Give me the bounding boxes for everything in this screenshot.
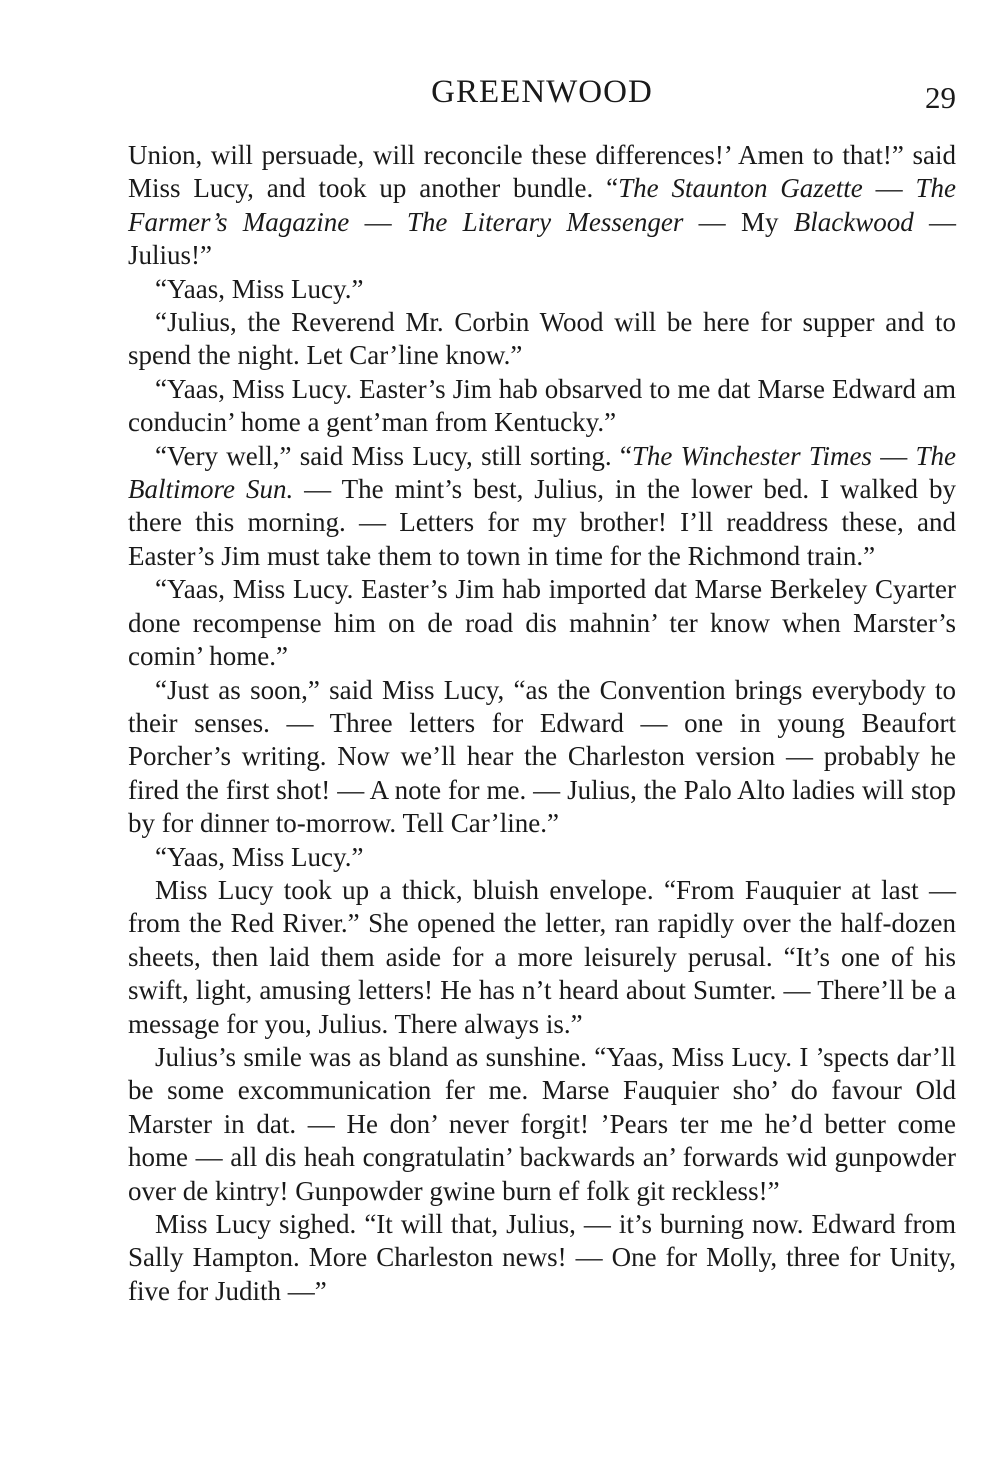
text-run: “Just as soon,” said Miss Lucy, “as the Convention brings everybody to their senses. — Three letters for Edward — one in young Beaufort Porcher’s writing. Now we’ll hear the Charleston version — probably he fired the first shot! — A note for me. — Julius, the Palo Alto ladies will stop by for dinner to-morrow. Tell Car’line.” xyxy=(128,674,956,839)
text-run: “Very well,” said Miss Lucy, still sorting. “ xyxy=(155,440,632,471)
italic-title: The Baltimore Sun. xyxy=(128,440,957,505)
italic-title: Blackwood xyxy=(793,206,914,237)
text-run: — Julius!” xyxy=(128,206,956,271)
italic-title: The Staunton Gazette xyxy=(618,173,863,204)
page-number: 29 xyxy=(925,80,956,115)
paragraph xyxy=(128,674,956,841)
running-head xyxy=(128,70,956,114)
paragraph xyxy=(128,440,956,574)
text-run: — My xyxy=(683,206,794,237)
text-run: Julius’s smile was as bland as sunshine. “Yaas, Miss Lucy. I ’spects dar’ll be some excommunication fer me. Marse Fauquier sho’ do favour Old Marster in dat. — He don’ never forgit! ’Pears ter me he’d better come home — all dis heah congratulatin’ backwards an’ forwards wid gunpowder over de kintry! Gunpowder gwine burn ef folk git reckless!” xyxy=(128,1041,956,1206)
paragraph xyxy=(128,273,956,306)
text-run: — xyxy=(349,206,407,237)
running-title: GREENWOOD xyxy=(431,74,653,110)
body-text xyxy=(128,139,956,1308)
text-run: Union, will persuade, will reconcile these differences!’ Amen to that!” said Miss Lucy, and took up another bundle. “ xyxy=(128,140,956,204)
italic-title: The Winchester Times xyxy=(631,440,872,471)
italic-title: The Literary Messenger xyxy=(406,206,684,237)
text-run: Miss Lucy sighed. “It will that, Julius, — it’s burning now. Edward from Sally Hampton. More Charleston news! — One for Molly, three for Unity, five for Judith —” xyxy=(128,1209,956,1306)
text-run: “Julius, the Reverend Mr. Corbin Wood will be here for supper and to spend the night. Let Car’line know.” xyxy=(128,307,956,371)
text-run: Miss Lucy took up a thick, bluish envelope. “From Fauquier at last — from the Red River.” She opened the letter, ran rapidly over the half-dozen sheets, then laid them aside for a more leisurely perusal. “It’s one of his swift, light, amusing letters! He has n’t heard about Sumter. — There’ll be a message for you, Julius. There always is.” xyxy=(128,874,956,1039)
paragraph xyxy=(128,874,956,1041)
paragraph xyxy=(128,573,956,673)
paragraph xyxy=(128,1041,956,1208)
text-run: “Yaas, Miss Lucy. Easter’s Jim hab imported dat Marse Berkeley Cyarter done recompense him on de road dis mahnin’ ter know when Marster’s comin’ home.” xyxy=(128,574,956,672)
text-run: — The mint’s best, Julius, in the lower bed. I walked by there this morning. — Letters for my brother! I’ll readdress these, and Easter’s Jim must take them to town in time for the Richmond train.” xyxy=(128,474,956,571)
text-run: “Yaas, Miss Lucy. Easter’s Jim hab obsarved to me dat Marse Edward am conducin’ home a gent’man from Kentucky.” xyxy=(128,373,956,438)
text-run: “Yaas, Miss Lucy.” xyxy=(155,841,364,872)
paragraph xyxy=(128,373,956,440)
paragraph xyxy=(128,306,956,373)
paragraph xyxy=(128,1208,956,1308)
text-run: “Yaas, Miss Lucy.” xyxy=(155,273,364,304)
paragraph xyxy=(128,139,956,273)
text-run: — xyxy=(871,440,916,471)
paragraph xyxy=(128,841,956,874)
italic-title: The Farmer’s Magazine xyxy=(128,173,956,237)
text-run: — xyxy=(862,173,916,204)
